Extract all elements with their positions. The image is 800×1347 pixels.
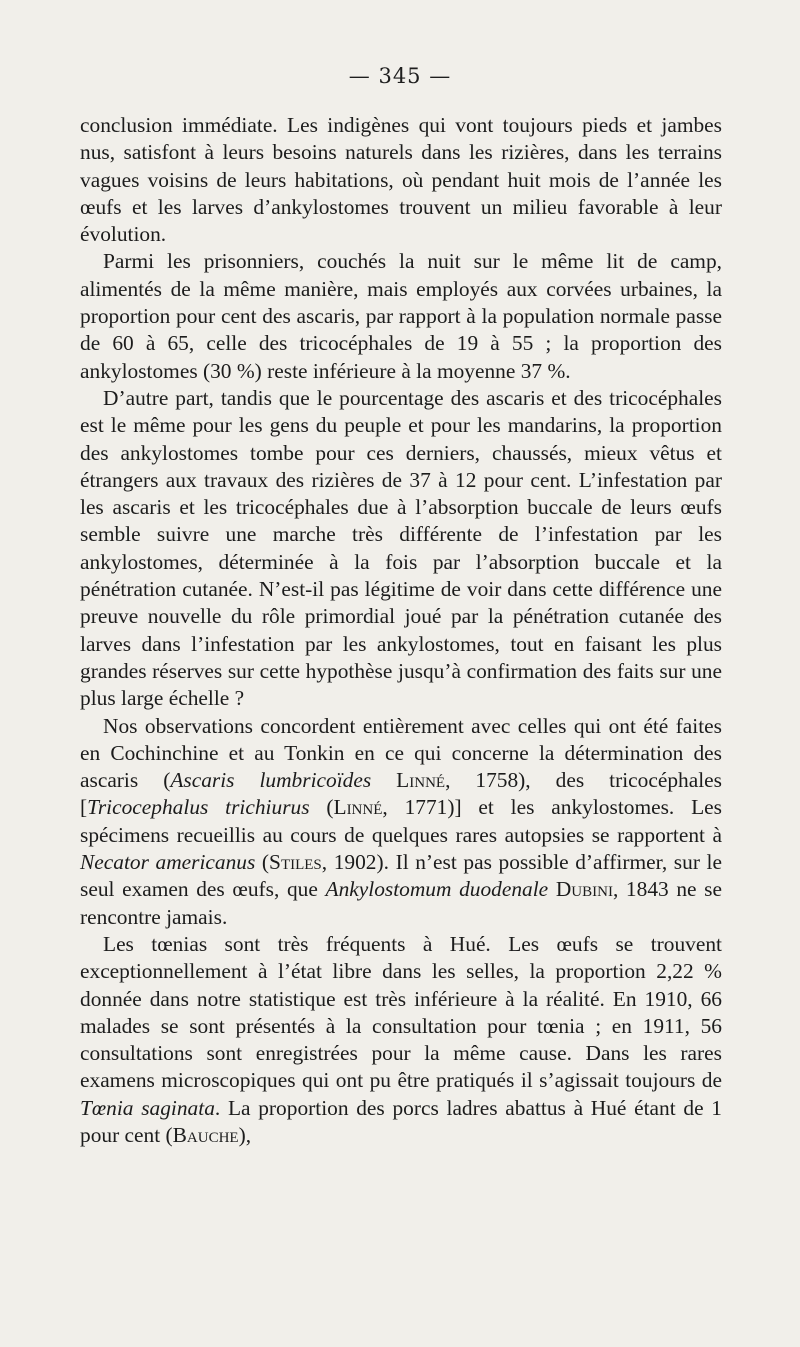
species-tricocephalus: Tricocephalus trichiurus: [87, 795, 310, 820]
p4-text-4: , 1771)] et les ankylostomes. Les spécimens recueillis au cours de quelques rares autopsies se rapportent à: [80, 795, 722, 847]
body-text: [80, 112, 722, 1149]
paragraph-5: [80, 931, 722, 1149]
p4-text-5: (: [255, 850, 270, 875]
species-taenia: Tœnia saginata: [80, 1095, 215, 1120]
paragraph-1: conclusion immédiate. Les indigènes qui vont toujours pieds et jambes nus, satisfont à leurs besoins naturels dans les rizières, dans les terrains vagues voisins de leurs habitations, où pendant huit mois de l’année les œufs et les larves d’ankylostomes trouvent un milieu favorable à leur évolution.: [80, 113, 722, 247]
paragraph-4: [80, 713, 722, 931]
author-dubini: Dubini: [555, 877, 613, 902]
paragraph-2: Parmi les prisonniers, couchés la nuit sur le même lit de camp, alimentés de la même manière, mais employés aux corvées urbaines, la proportion pour cent des ascaris, par rapport à la population normale passe de 60 à 65, celle des tricocéphales de 19 à 55 ; la proportion des ankylostomes (30 %) reste inférieure à la moyenne 37 %.: [80, 249, 722, 383]
species-necator: Necator americanus: [80, 850, 256, 875]
p4-text-6: , 1902). Il n’est pas possible d’affirmer, sur le seul examen des œufs, que: [80, 850, 722, 902]
page-number: — 345 —: [348, 64, 452, 88]
p4-text-1: Nos observations concordent entièrement avec celles qui ont été faites en Cochinchine et au Tonkin en ce qui concerne la détermination des ascaris (: [80, 713, 722, 793]
paragraph-3: D’autre part, tandis que le pourcentage des ascaris et des tricocéphales est le même pour les gens du peuple et pour les mandarins, la proportion des ankylostomes tombe pour ces derniers, chaussés, mieux vêtus et étrangers aux travaux des rizières de 37 à 12 pour cent. L’infestation par les ascaris et les tricocéphales due à l’absorption buccale de leurs œufs semble suivre une marche très différente de l’infestation par les ankylostomes, déterminée à la fois par l’absorption buccale et la pénétration cutanée. N’est-il pas légitime de voir dans cette différence une preuve nouvelle du rôle primordial joué par la pénétration cutanée des larves dans l’infestation par les ankylostomes, tout en faisant les plus grandes réserves sur cette hypothèse jusqu’à confirmation des faits sur une plus large échelle ?: [80, 385, 722, 711]
species-ankylostomum: Ankylostomum duodenale: [325, 877, 549, 902]
author-linne-2: Linné: [333, 795, 383, 820]
p4-text-2: , 1758), des tricocéphales [: [80, 768, 722, 820]
author-stiles: Stiles: [269, 850, 322, 875]
p4-text-3: (: [309, 795, 334, 820]
p5-text-1: Les tœnias sont très fréquents à Hué. Les œufs se trouvent exceptionnellement à l’état libre dans les selles, la proportion 2,22 % donnée dans notre statistique est très inférieure à la réalité. En 1910, 66 malades se sont présentés à la consultation pour tœnia ; en 1911, 56 consultations sont enregistrées pour la même cause. Dans les rares examens microscopiques qui ont pu être pratiqués il s’agissait toujours de: [80, 931, 722, 1093]
species-ascaris: Ascaris lumbricoïdes: [170, 768, 372, 793]
author-bauche: Bauche: [172, 1122, 239, 1147]
p4-text-7: [548, 877, 556, 901]
p4-text-8: , 1843 ne se rencontre jamais.: [80, 877, 722, 929]
author-linne-1: Linné: [396, 768, 446, 793]
p5-text-2: . La proportion des porcs ladres abattus à Hué étant de 1 pour cent (: [80, 1095, 722, 1147]
p5-text-3: ),: [238, 1122, 252, 1147]
